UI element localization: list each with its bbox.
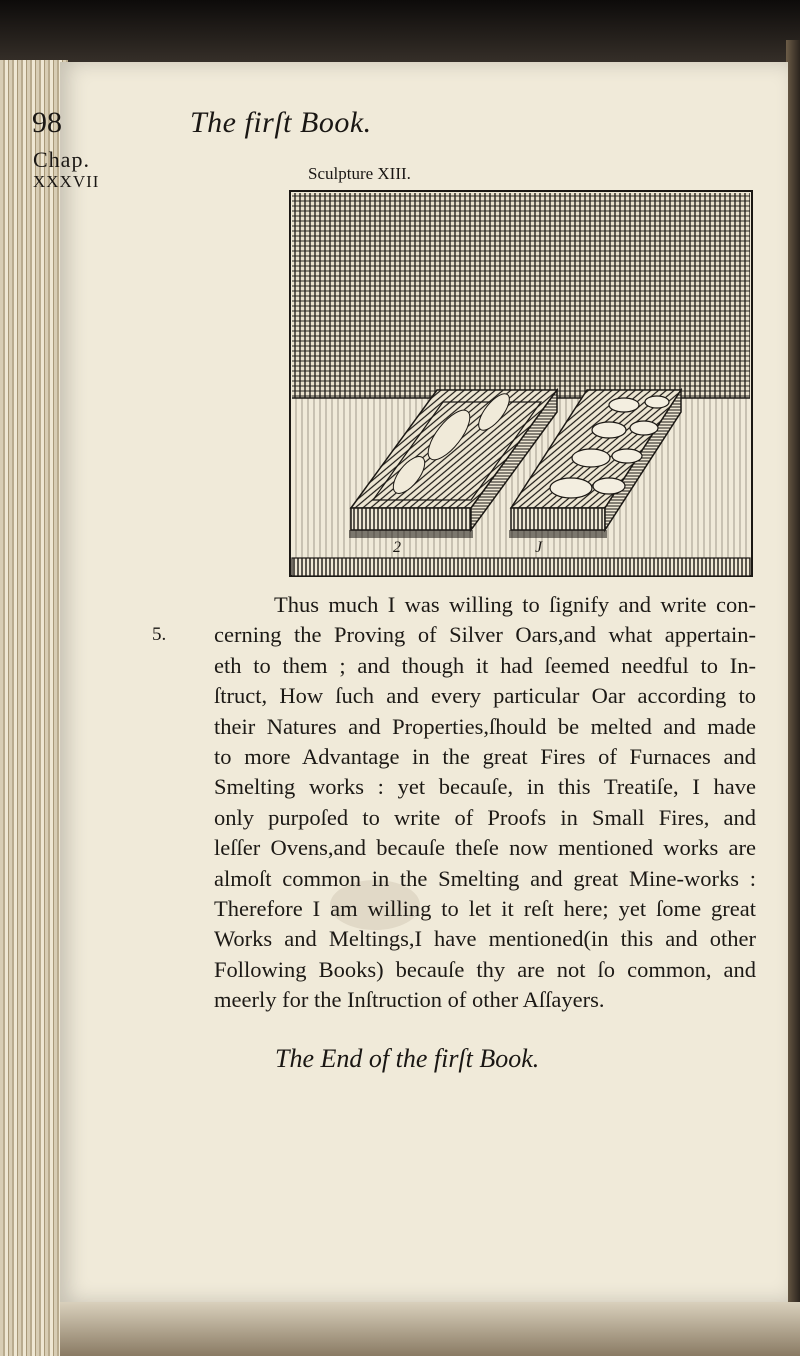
body-line: Works and Meltings,I have mentioned(in this and other xyxy=(214,926,756,952)
page-number: 98 xyxy=(32,106,62,139)
body-line: almoſt common in the Smelting and great Mine-works : xyxy=(214,865,756,891)
figure-label-right: J xyxy=(535,539,543,556)
body-line: eth to them ; and though it had ſeemed needful to In- xyxy=(214,652,756,678)
body-line: only purpoſed to write of Proofs in Small Fires, and xyxy=(214,804,756,830)
body-line: Smelting works : yet becauſe, in this Treatiſe, I have xyxy=(214,774,756,800)
body-line: their Natures and Properties,ſhould be melted and made xyxy=(214,713,756,739)
end-of-book-note: The End of the firſt Book. xyxy=(275,1044,540,1073)
chapter-label: Chap. xyxy=(33,147,90,172)
body-line: Following Books) becauſe thy are not ſo common, and xyxy=(214,956,756,982)
body-line: ſtruct, How ſuch and every particular Oar according to xyxy=(214,683,756,709)
running-title: The firſt Book. xyxy=(190,106,372,139)
body-line: to more Advantage in the great Fires of Furnaces and xyxy=(214,744,756,770)
margin-note: 5. xyxy=(152,624,167,645)
chapter-number: XXXVII xyxy=(33,172,100,191)
figure-label-left: 2 xyxy=(393,539,401,556)
engraving-plate xyxy=(289,190,753,579)
scan-background-right xyxy=(786,40,800,1356)
body-paragraph xyxy=(214,590,756,1016)
body-line: meerly for the Inſtruction of other Aſſayers. xyxy=(214,987,605,1013)
body-line: Therefore I am willing to let it reſt here; yet ſome great xyxy=(214,896,756,922)
body-line: cerning the Proving of Silver Oars,and what appertain- xyxy=(214,622,756,648)
figure-caption: Sculpture XIII. xyxy=(308,164,411,183)
body-line: leſſer Ovens,and becauſe theſe now mentioned works are xyxy=(214,835,756,861)
page-bottom-edge xyxy=(60,1302,800,1356)
body-line: Thus much I was willing to ſignify and write con- xyxy=(274,592,756,617)
scan-background-top xyxy=(0,0,800,70)
book-spine-edge xyxy=(0,60,68,1356)
